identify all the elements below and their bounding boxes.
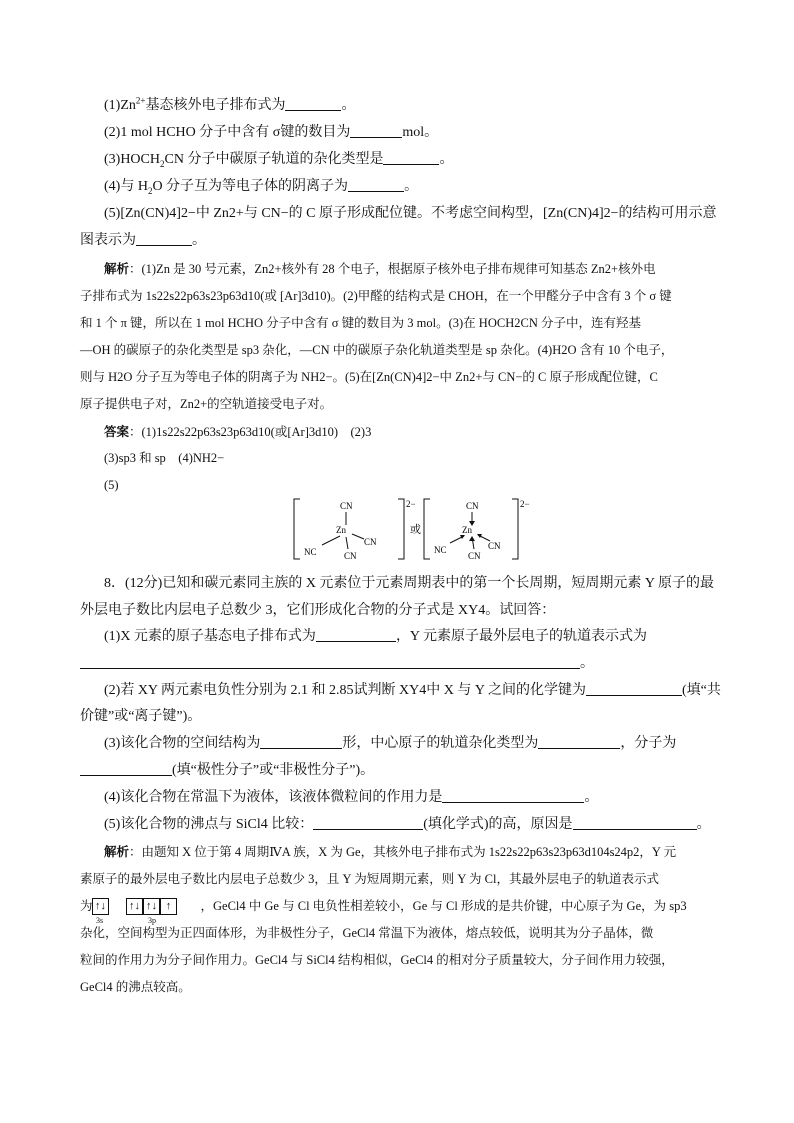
q7-part5-text: 图表示为 xyxy=(80,233,136,248)
answer-blank[interactable] xyxy=(136,231,192,246)
orbital-diagram xyxy=(92,898,172,926)
q8-part4-text: (4)该化合物在常温下为液体，该液体微粒间的作用力是 xyxy=(104,790,443,805)
q8-part5-text2: (填化学式)的高，原因是 xyxy=(423,817,573,832)
q7-part4-end: 。 xyxy=(404,179,419,194)
q8-part5-end: 。 xyxy=(696,817,711,832)
q7-part5-line2 xyxy=(80,231,206,251)
q7-part2 xyxy=(104,123,438,143)
answer-blank[interactable] xyxy=(586,681,682,696)
q7-part3-sub: 2 xyxy=(160,158,165,169)
q7-analysis-line6: 原子提供电子对，Zn2+的空轨道接受电子对。 xyxy=(80,397,333,411)
q7-part4-text2: O 分子互为等电子体的阴离子为 xyxy=(152,179,349,194)
answer-blank[interactable] xyxy=(538,734,620,749)
q8-stem-line2: 外层电子数比内层电子总数少 3，它们形成化合物的分子式是 XY4。试回答： xyxy=(80,603,556,618)
zn-cn4-structure-diagram xyxy=(290,497,550,563)
ligand-cn-top: CN xyxy=(340,501,353,511)
answer-blank[interactable] xyxy=(260,734,342,749)
bond-line xyxy=(352,534,364,539)
orbital-3p-cell: ↑↓ xyxy=(143,898,160,915)
right-bracket xyxy=(512,499,518,559)
q8-analysis-line6: GeCl4 的沸点较高。 xyxy=(80,980,191,994)
q7-part2-end: mol。 xyxy=(402,125,439,140)
q8-part2-text2: (填“共 xyxy=(681,683,721,698)
zn-center: Zn xyxy=(336,525,346,535)
answer-blank[interactable] xyxy=(80,761,172,776)
q8-part1-text2: ，Y 元素原子最外层电子的轨道表示式为 xyxy=(395,629,648,644)
ligand-cn-bottom: CN xyxy=(344,551,357,561)
q7-part1-end: 。 xyxy=(341,98,356,113)
q8-part3 xyxy=(104,734,676,754)
answer-blank[interactable] xyxy=(442,788,584,803)
answer-blank[interactable] xyxy=(350,123,402,138)
q7-analysis-line3: 和 1 个 π 键，所以在 1 mol HCHO 分子中含有 σ 键的数目为 3 mol。(3)在 HOCH2CN 分子中，连有羟基 xyxy=(80,316,641,330)
q7-part2-text: (2)1 mol HCHO 分子中含有 σ键的数目为 xyxy=(104,125,351,140)
q8-part1-end: 。 xyxy=(580,656,594,671)
ligand-cn-right: CN xyxy=(364,537,377,547)
ligand-cn-top: CN xyxy=(466,501,479,511)
q8-part5 xyxy=(104,815,711,835)
analysis-text: ：(1)Zn 是 30 号元素，Zn2+核外有 28 个电子，根据原子核外电子排布规律可知基态 Zn2+核外电 xyxy=(129,262,656,276)
answer-blank[interactable] xyxy=(383,150,439,165)
analysis-label: 解析 xyxy=(104,262,130,276)
q8-part3-text4: (填“极性分子”或“非极性分子”)。 xyxy=(172,763,375,778)
ligand-cn-right: CN xyxy=(488,541,501,551)
arrow-head xyxy=(477,534,482,538)
analysis-text2: ，GeCl4 中 Ge 与 Cl 电负性相差较小，Ge 与 Cl 形成的是共价键，中心原子为 Ge，为 sp3 xyxy=(200,899,687,913)
q8-stem-line1: 8．(12分)已知和碳元素同主族的 X 元素位于元素周期表中的第一个长周期，短周期元素 Y 原子的最 xyxy=(104,576,715,591)
answer-blank[interactable] xyxy=(313,815,423,830)
q8-part3-text3: ，分子为 xyxy=(620,736,677,751)
left-bracket xyxy=(294,499,300,559)
q8-part3-text: (3)该化合物的空间结构为 xyxy=(104,736,261,751)
q7-part1-text: (1)Zn xyxy=(104,98,136,113)
arrow-head xyxy=(460,535,465,539)
answer-blank[interactable] xyxy=(285,96,341,111)
bond-line xyxy=(322,536,340,545)
q8-analysis-line5: 粒间的作用力为分子间作用力。GeCl4 与 SiCl4 结构相似，GeCl4 的相对分子质量较大，分子间作用力较强， xyxy=(80,953,674,967)
q8-analysis-line4: 杂化，空间构型为正四面体形，为非极性分子，GeCl4 常温下为液体，熔点较低，说明其为分子晶体，微 xyxy=(80,926,654,940)
q7-part1-text2: 基态核外电子排布式为 xyxy=(145,98,286,113)
right-bracket xyxy=(398,499,404,559)
orbital-3s-label: 3s xyxy=(96,916,104,925)
answer-label: 答案 xyxy=(104,425,130,439)
q7-part3-end: 。 xyxy=(439,152,454,167)
zn-center: Zn xyxy=(462,525,472,535)
q8-part2-line2: 价键”或“离子键”)。 xyxy=(80,709,202,724)
arrow-head xyxy=(469,536,475,541)
analysis-text: ：由题知 X 位于第 4 周期ⅣA 族，X 为 Ge，其核外电子排布式为 1s22s22p63s23p63d104s24p2，Y 元 xyxy=(129,845,677,859)
q8-part1-text: (1)X 元素的原子基态电子排布式为 xyxy=(104,629,316,644)
orbital-3p-label: 3p xyxy=(148,916,156,925)
q7-part3-text: (3)HOCH xyxy=(104,152,160,167)
analysis-text: 为 xyxy=(80,899,93,913)
left-bracket xyxy=(424,499,430,559)
q8-part2-text: (2)若 XY 两元素电负性分别为 2.1 和 2.85试判断 XY4中 X 与 Y 之间的化学键为 xyxy=(104,683,586,698)
analysis-label: 解析 xyxy=(104,845,130,859)
q8-part4 xyxy=(104,788,598,808)
q7-answer-line1 xyxy=(104,422,371,442)
q8-part4-end: 。 xyxy=(584,790,599,805)
q7-part1-sup: 2+ xyxy=(135,95,146,106)
q8-part3-text2: 形，中心原子的轨道杂化类型为 xyxy=(342,736,539,751)
q8-analysis-line2: 素原子的最外层电子数比内层电子总数少 3，且 Y 为短周期元素，则 Y 为 Cl，其最外层电子的轨道表示式 xyxy=(80,872,659,886)
q7-part5-end: 。 xyxy=(192,233,206,248)
answer-text: ：(1)1s22s22p63s23p63d10(或[Ar]3d10) (2)3 xyxy=(129,425,372,439)
q8-part1 xyxy=(104,627,647,647)
answer-blank[interactable] xyxy=(316,627,396,642)
q8-part2 xyxy=(104,681,721,701)
q7-part1 xyxy=(104,96,355,116)
q7-analysis-line4: —OH 的碳原子的杂化类型是 sp3 杂化，—CN 中的碳原子杂化轨道类型是 sp 杂化。(4)H2O 含有 10 个电子， xyxy=(80,343,674,357)
charge-label: 2− xyxy=(406,499,416,509)
ligand-nc-left: NC xyxy=(304,547,317,557)
q8-part5-text: (5)该化合物的沸点与 SiCl4 比较： xyxy=(104,817,314,832)
q7-analysis-line1 xyxy=(104,259,656,279)
q7-analysis-line5: 则与 H2O 分子互为等电子体的阴离子为 NH2−。(5)在[Zn(CN)4]2−中 Zn2+与 CN−的 C 原子形成配位键，C xyxy=(80,370,658,384)
q7-part4-sub: 2 xyxy=(147,185,153,196)
q8-part3-line2 xyxy=(80,761,374,781)
ligand-nc-left: NC xyxy=(434,545,447,555)
answer-blank[interactable] xyxy=(80,654,580,669)
q7-answer-line3: (5) xyxy=(104,478,119,492)
orbital-3p-cell: ↑↓ xyxy=(126,898,143,915)
q7-part3 xyxy=(104,150,453,170)
q8-part1-line2 xyxy=(80,654,594,674)
q7-part4 xyxy=(104,177,418,197)
answer-blank[interactable] xyxy=(348,177,404,192)
q7-part5-line1: (5)[Zn(CN)4]2−中 Zn2+与 CN−的 C 原子形成配位键。不考虑空间构型，[Zn(CN)4]2−的结构可用示意 xyxy=(104,206,717,221)
charge-label: 2− xyxy=(520,499,530,509)
orbital-3p-cell: ↑ xyxy=(160,898,177,915)
q7-part3-text2: CN 分子中碳原子轨道的杂化类型是 xyxy=(164,152,384,167)
bond-line xyxy=(346,537,348,549)
q7-part4-text: (4)与 H xyxy=(104,179,148,194)
q8-analysis-line1 xyxy=(104,842,676,862)
ligand-cn-bottom: CN xyxy=(468,551,481,561)
answer-blank[interactable] xyxy=(573,815,697,830)
orbital-3s-cell: ↑↓ xyxy=(92,898,109,915)
q7-analysis-line2: 子排布式为 1s22s22p63s23p63d10(或 [Ar]3d10)。(2)甲醛的结构式是 CHOH，在一个甲醛分子中含有 3 个 σ 键 xyxy=(80,289,672,303)
or-label: 或 xyxy=(410,524,421,536)
q7-answer-line2: (3)sp3 和 sp (4)NH2− xyxy=(104,451,225,465)
